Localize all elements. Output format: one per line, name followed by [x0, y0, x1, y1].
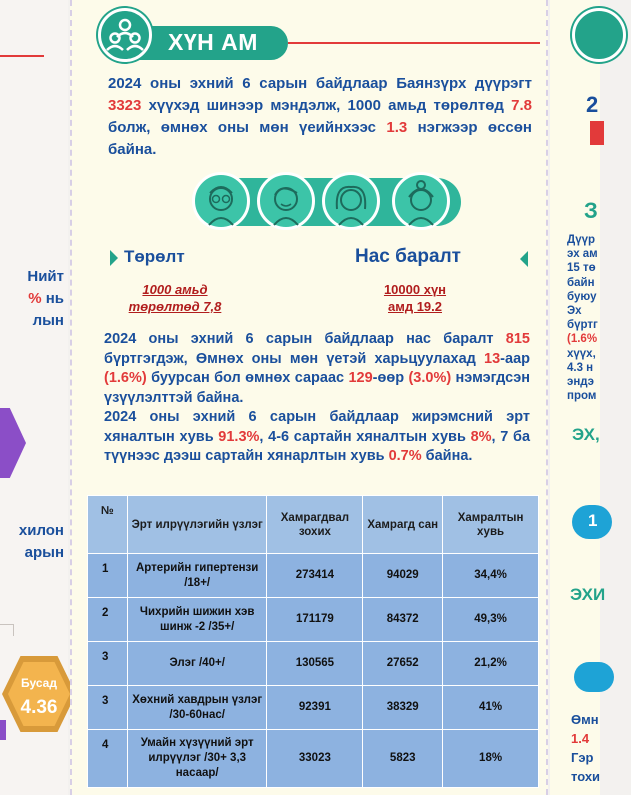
arrow-left-icon: [520, 251, 528, 267]
table-cell: 41%: [443, 686, 539, 730]
table-cell: 21,2%: [443, 642, 539, 686]
table-cell: 2: [88, 598, 128, 642]
left-text-line: арын: [24, 544, 64, 561]
table-cell: 3: [88, 642, 128, 686]
table-cell: 3: [88, 686, 128, 730]
number-pill-2: [574, 662, 614, 692]
col-header: Эрт илрүүлэгийн үзлэг: [127, 496, 267, 554]
table-cell: 92391: [267, 686, 363, 730]
purple-shape: [0, 720, 6, 740]
purple-arrow-shape: [0, 408, 26, 478]
people-group-icon: [98, 8, 152, 62]
man-glasses-icon: [192, 172, 250, 230]
connector-line: [0, 624, 14, 636]
left-text-line: Нийт: [27, 268, 64, 285]
arrow-right-icon: [110, 250, 118, 266]
col-header: Хамралтын хувь: [443, 496, 539, 554]
death-rate-note: 10000 хүн амд 19.2: [383, 282, 447, 314]
right-bottom-text: Өмн 1.4 Гэр тохи: [571, 712, 601, 784]
col-header: №: [88, 496, 128, 554]
divider-line: [0, 55, 44, 57]
left-panel-fragment: [0, 0, 68, 795]
left-text-line: лын: [32, 312, 64, 329]
table-row: [88, 642, 539, 686]
right-subheading-2: ЭХИ: [570, 585, 606, 604]
red-block: [590, 121, 604, 145]
hexagon-value: 4.36: [20, 697, 58, 718]
right-paragraph: Дүүр эх ам 15 тө байн буюу Эх бүртг (1.6% хүүх, 4.3 н эндэ пром: [567, 234, 598, 403]
pregnancy-paragraph: 2024 оны эхний 6 сарын байдлаар жирэмсний эрт хяналтын хувь 91.3%, 4-6 сартайн хяналтын хувь 8%, 7 ба түүнээс дээш сартайн хянарлтын хувь 0.7% байна.: [104, 409, 531, 464]
table-cell: Чихрийн шижин хэв шинж -2 /35+/: [127, 598, 267, 642]
table-cell: 273414: [267, 554, 363, 598]
right-heading: З: [584, 198, 598, 223]
right-panel-fragment: [550, 0, 606, 795]
number-pill-label: 1: [588, 511, 598, 530]
table-cell: Хөхний хавдрын үзлэг /30-60нас/: [127, 686, 267, 730]
table-cell: 84372: [363, 598, 443, 642]
girl-face-icon: [322, 172, 380, 230]
table-cell: 5823: [363, 730, 443, 788]
hexagon-label: Бусад: [21, 676, 57, 690]
table-cell: Умайн хүзүүний эрт илрүүлэг /30+ 3,3 насаар/: [127, 730, 267, 788]
table-row: [88, 554, 539, 598]
table-row: [88, 730, 539, 788]
section-title: ХҮН АМ: [168, 29, 258, 55]
screening-table: [87, 495, 539, 788]
table-cell: 49,3%: [443, 598, 539, 642]
table-cell: 171179: [267, 598, 363, 642]
table-row: [88, 598, 539, 642]
table-cell: 4: [88, 730, 128, 788]
table-cell: 34,4%: [443, 554, 539, 598]
table-cell: 33023: [267, 730, 363, 788]
table-cell: 38329: [363, 686, 443, 730]
table-cell: 27652: [363, 642, 443, 686]
table-cell: Элэг /40+/: [127, 642, 267, 686]
table-cell: Артерийн гипертензи /18+/: [127, 554, 267, 598]
col-header: Хамрагд сан: [363, 496, 443, 554]
birth-rate-note: 1000 амьд төрөлтөд 7,8: [128, 282, 222, 314]
table-cell: 18%: [443, 730, 539, 788]
left-text-line: хилон: [18, 522, 64, 539]
woman-face-icon: [392, 172, 450, 230]
header-divider: [288, 42, 540, 44]
boy-face-icon: [257, 172, 315, 230]
col-header: Хамрагдвал зохих: [267, 496, 363, 554]
table-cell: 130565: [267, 642, 363, 686]
right-number: 2: [586, 92, 599, 117]
table-cell: 94029: [363, 554, 443, 598]
death-label: Нас баралт: [355, 246, 461, 267]
mortality-paragraph: 2024 оны эхний 6 сарын байдлаар нас баралт 815 бүртгэгдэж, Өмнөх оны мөн үетэй харьцуулахад 13-аар (1.6%) буурсан бол өмнөх сараас 129-өөр (3.0%) нэмэгдсэн үзүүлэлттэй байна. 2024 оны эхний 6 сарын байдлаар жирэмсний эрт хяналтын хувь 91.3%, 4-6 сартайн хяналтын хувь 8%, 7 ба түүнээс дээш сартайн хянарлтын хувь 0.7% байна.: [104, 331, 531, 464]
table-cell: 1: [88, 554, 128, 598]
table-row: [88, 686, 539, 730]
intro-paragraph: 2024 оны эхний 6 сарын байдлаар Баянзүрх дүүрэгт 3323 хүүхэд шинээр мэндэлж, 1000 амьд төрөлтөд 7.8 болж, өмнөх оны мөн үеийнхээс 1.3 нэгжээр өссөн байна.: [108, 75, 532, 158]
right-subheading: ЭХ,: [572, 425, 600, 444]
table-header-row: [88, 496, 539, 554]
people-group-icon: [572, 8, 626, 62]
left-text-line: % нь: [28, 290, 64, 307]
birth-label: Төрөлт: [124, 247, 185, 266]
